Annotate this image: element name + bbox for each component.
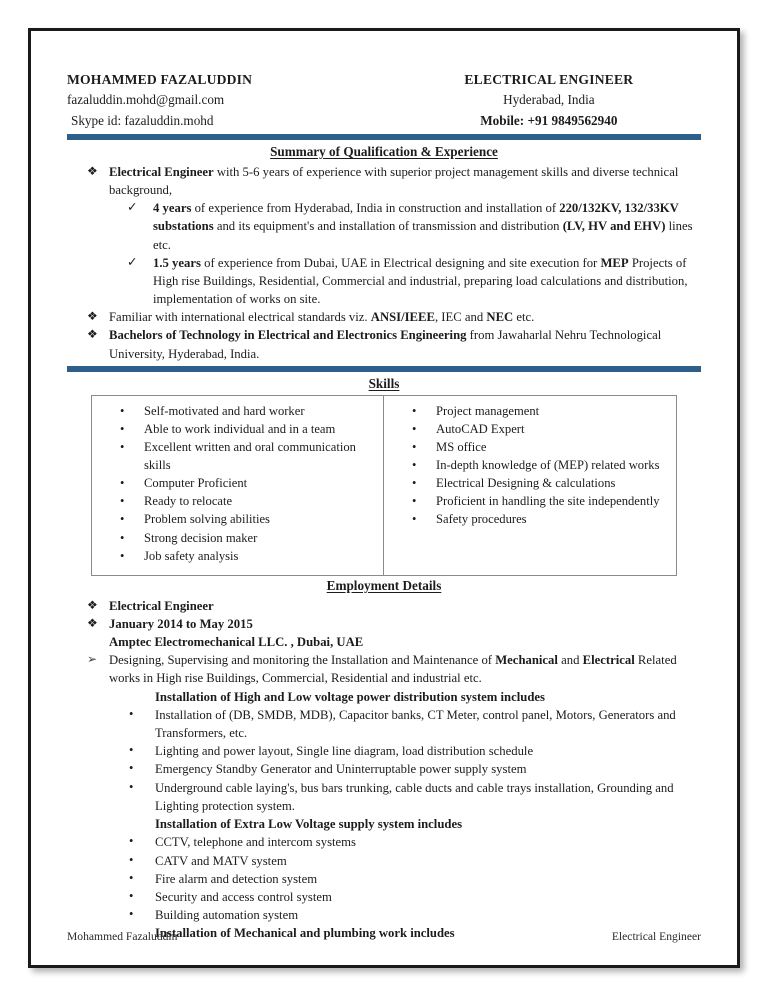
skill-item-text: Self-motivated and hard worker <box>144 403 305 418</box>
skill-item <box>96 529 379 547</box>
skills-table <box>91 395 677 576</box>
dot-bullet-icon: • <box>129 870 134 885</box>
skills-left-list <box>96 402 379 565</box>
diamond-bullet-icon: ❖ <box>87 309 98 324</box>
dot-bullet-icon: • <box>412 458 417 473</box>
dot-bullet-icon: • <box>120 439 125 454</box>
skills-right-list <box>388 402 672 529</box>
skill-item-text: Job safety analysis <box>144 548 239 563</box>
summary-heading-text: Summary of Qualification & Experience <box>270 143 498 159</box>
skill-item-text: Ready to relocate <box>144 494 233 509</box>
arrow-bullet-icon: ➢ <box>87 652 98 667</box>
list-item <box>67 597 701 615</box>
skill-item-text: Project management <box>436 403 540 418</box>
skill-item-text: Safety procedures <box>436 512 527 527</box>
document-page <box>28 28 740 968</box>
dot-bullet-icon: • <box>129 743 134 758</box>
list-item <box>67 706 701 742</box>
dot-bullet-icon: • <box>129 906 134 921</box>
list-item-text: Electrical Engineer with 5-6 years of experience with superior project management skills and diverse technical background, <box>109 164 679 198</box>
list-item-text: Designing, Supervising and monitoring the Installation and Maintenance of Mechanical and Electrical Related works in High rise Buildings, Commercial, Residential and industrial etc. <box>109 653 677 686</box>
summary-list <box>67 163 701 363</box>
list-item <box>67 833 701 851</box>
list-item <box>67 906 701 924</box>
list-item <box>67 199 701 253</box>
check-bullet-icon: ✓ <box>127 200 138 215</box>
list-item-text: Security and access control system <box>155 889 332 904</box>
list-item <box>67 779 701 815</box>
list-item <box>67 742 701 760</box>
diamond-bullet-icon: ❖ <box>87 163 98 178</box>
skill-item-text: Able to work individual and in a team <box>144 421 336 436</box>
skills-column-right <box>384 395 677 575</box>
list-item <box>67 651 701 687</box>
diamond-bullet-icon: ❖ <box>87 615 98 630</box>
skill-item-text: Proficient in handling the site independently <box>436 494 660 509</box>
resume-header <box>67 69 701 131</box>
dot-bullet-icon: • <box>412 476 417 491</box>
list-item-text: Building automation system <box>155 907 299 922</box>
dot-bullet-icon: • <box>120 530 125 545</box>
list-item-text: January 2014 to May 2015 Amptec Electromechanical LLC. , Dubai, UAE <box>109 616 364 650</box>
list-item-text: Underground cable laying's, bus bars trunking, cable ducts and cable trays installation, Grounding and Lighting protection system. <box>155 780 674 813</box>
employment-list <box>67 597 701 943</box>
dot-bullet-icon: • <box>129 707 134 721</box>
skill-item <box>388 510 672 528</box>
dot-bullet-icon: • <box>129 779 134 794</box>
candidate-mobile: Mobile: +91 9849562940 <box>480 112 618 128</box>
dot-bullet-icon: • <box>129 888 134 903</box>
dot-bullet-icon: • <box>412 403 417 418</box>
candidate-name: MOHAMMED FAZALUDDIN <box>67 72 253 87</box>
dot-bullet-icon: • <box>129 852 134 867</box>
skill-item <box>96 547 379 565</box>
dot-bullet-icon: • <box>412 494 417 509</box>
diamond-bullet-icon: ❖ <box>87 597 98 612</box>
list-item-text: 4 years of experience from Hyderabad, India in construction and installation of 220/132KV, 132/33KV substations and its equipment's and installation of transmission and distribution (LV, HV and EHV) lines etc. <box>153 201 693 252</box>
skill-item <box>96 420 379 438</box>
dot-bullet-icon: • <box>120 494 125 509</box>
dot-bullet-icon: • <box>412 421 417 436</box>
skill-item <box>388 474 672 492</box>
employment-heading-text: Employment Details <box>326 577 442 593</box>
list-item-text: Familiar with international electrical standards viz. ANSI/IEEE, IEC and NEC etc. <box>109 310 535 325</box>
skill-item-text: Excellent written and oral communication skills <box>144 439 356 473</box>
list-item-text: Electrical Engineer <box>109 598 214 613</box>
list-item-text: Lighting and power layout, Single line diagram, load distribution schedule <box>155 744 534 759</box>
employment-subheading: Installation of Extra Low Voltage supply system includes <box>155 816 463 831</box>
candidate-skype: Skype id: fazaluddin.mohd <box>71 112 214 128</box>
dot-bullet-icon: • <box>120 476 125 491</box>
header-divider-rule <box>67 134 701 140</box>
skill-item <box>388 438 672 456</box>
skill-item-text: Electrical Designing & calculations <box>436 476 616 491</box>
summary-divider-rule <box>67 366 701 372</box>
list-item <box>67 163 701 199</box>
skill-item-text: AutoCAD Expert <box>436 421 525 436</box>
skill-item <box>388 492 672 510</box>
candidate-job-title: ELECTRICAL ENGINEER <box>464 72 634 87</box>
list-item <box>67 326 701 362</box>
skill-item-text: MS office <box>436 439 487 454</box>
skill-item <box>96 492 379 510</box>
dot-bullet-icon: • <box>129 834 134 849</box>
list-item-text: Bachelors of Technology in Electrical and Electronics Engineering from Jawaharlal Nehru Technological University, Hyderabad, India. <box>109 328 662 361</box>
list-item-text: Fire alarm and detection system <box>155 871 318 886</box>
list-item-text: 1.5 years of experience from Dubai, UAE in Electrical designing and site execution for MEP Projects of High rise Buildings, Residential, Commercial and industrial, preparing load calculations and distribution, implementation of works on site. <box>153 255 688 307</box>
dot-bullet-icon: • <box>129 761 134 776</box>
list-item <box>67 308 701 326</box>
skills-column-left <box>92 395 384 575</box>
list-item-text: Emergency Standby Generator and Uninterruptable power supply system <box>155 762 527 777</box>
skill-item <box>388 402 672 420</box>
list-item <box>67 760 701 778</box>
list-item-text: Installation of (DB, SMDB, MDB), Capacitor banks, CT Meter, control panel, Motors, Generators and Transformers, etc. <box>155 708 676 741</box>
page-content <box>31 31 737 965</box>
list-item <box>67 254 701 308</box>
dot-bullet-icon: • <box>120 548 125 563</box>
skill-item-text: Strong decision maker <box>144 530 258 545</box>
skill-item <box>96 438 379 474</box>
employment-subheading: Installation of High and Low voltage power distribution system includes <box>155 689 545 704</box>
list-item <box>67 852 701 870</box>
dot-bullet-icon: • <box>120 403 125 418</box>
list-item <box>67 888 701 906</box>
employment-subheading: Installation of Mechanical and plumbing work includes <box>155 926 455 941</box>
dot-bullet-icon: • <box>120 421 125 436</box>
page-footer <box>67 930 701 943</box>
candidate-email: fazaluddin.mohd@gmail.com <box>67 92 225 108</box>
skill-item-text: Computer Proficient <box>144 476 248 491</box>
skill-item <box>96 510 379 528</box>
employment-section-heading <box>67 578 701 594</box>
candidate-location: Hyderabad, India <box>503 92 595 108</box>
footer-right-text: Electrical Engineer <box>611 930 701 943</box>
skill-item <box>388 456 672 474</box>
skill-item <box>96 474 379 492</box>
diamond-bullet-icon: ❖ <box>87 327 98 342</box>
skill-item <box>96 402 379 420</box>
dot-bullet-icon: • <box>412 439 417 454</box>
skills-heading-text: Skills <box>368 375 400 391</box>
skill-item-text: Problem solving abilities <box>144 512 270 527</box>
skill-item <box>388 420 672 438</box>
skill-item-text: In-depth knowledge of (MEP) related works <box>436 458 660 473</box>
dot-bullet-icon: • <box>412 512 417 527</box>
list-item-text: CCTV, telephone and intercom systems <box>155 835 356 850</box>
skills-section-heading <box>67 376 701 392</box>
check-bullet-icon: ✓ <box>127 254 138 269</box>
list-item <box>67 870 701 888</box>
footer-left-text: Mohammed Fazaluddin <box>67 930 178 943</box>
list-item <box>67 615 701 651</box>
summary-section-heading <box>67 144 701 160</box>
dot-bullet-icon: • <box>120 512 125 527</box>
list-item-text: CATV and MATV system <box>155 853 287 868</box>
